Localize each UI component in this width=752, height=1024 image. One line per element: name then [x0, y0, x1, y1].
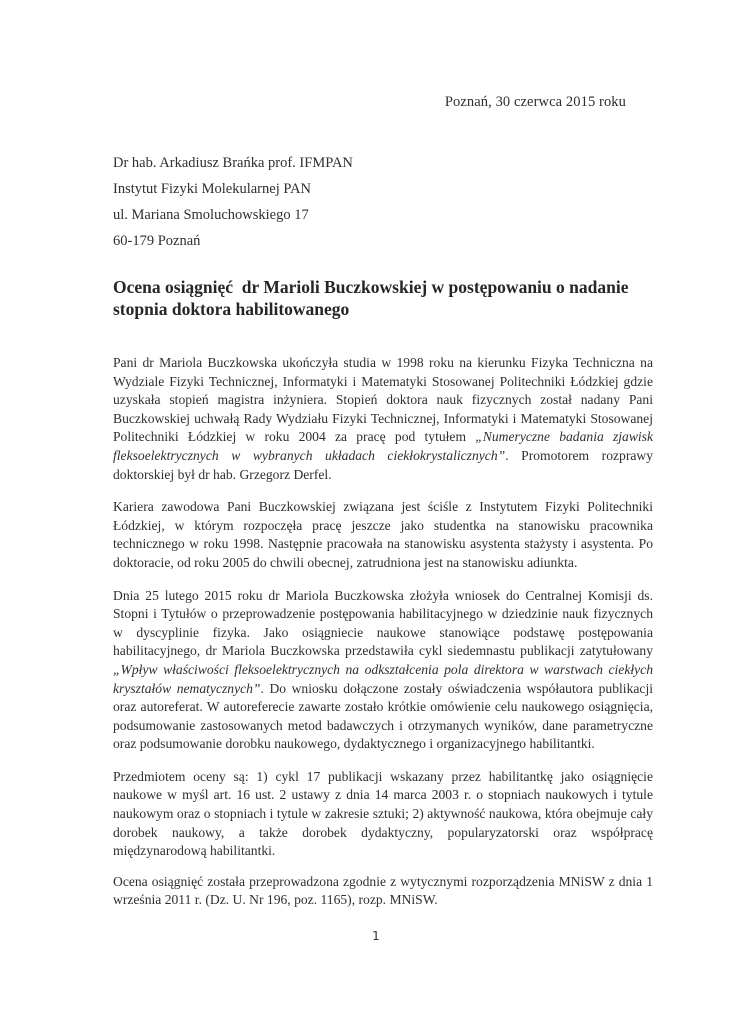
recipient-address: [113, 150, 353, 254]
paragraph-education-end: . Promotorem rozprawy doktorskiej był dr hab. Grzegorz Derfel.: [113, 447, 653, 482]
paragraph-subject: Przedmiotem oceny są: 1) cykl 17 publikacji wskazany przez habilitantkę jako osiągnięcie naukowe w myśl art. 16 ust. 2 ustawy z dnia 14 marca 2003 r. o stopniach naukowych i tytule naukowym oraz o stopniach i tytule w zakresie sztuki; 2) aktywność naukowa, która obejmuje cały dorobek naukowy, a także dorobek dydaktyczny, popularyzatorski oraz współpracę międzynarodową habilitantki.: [113, 768, 653, 859]
paragraph-application-end: . Do wniosku dołączone zostały oświadczenia współautora publikacji oraz autoreferat. W autoreferecie zawarte zostało krótkie omówienie celu naukowego osiągnięcia, podsumowanie zastosowanych metod badawczych i otrzymanych wyników, dane parametryczne oraz podsumowanie dorobku naukowego, dydaktycznego i organizacyjnego habilitantki.: [113, 680, 653, 752]
paragraph-education-text: Pani dr Mariola Buczkowska ukończyła studia w 1998 roku na kierunku Fizyka Techniczna na Wydziale Fizyki Technicznej, Informatyki i Matematyki Stosowanej Politechniki Łódzkiej gdzie uzyskała stopień magistra inżyniera. Stopień doktora nauk fizycznych został nadany Pani Buczkowskiej uchwałą Rady Wydziału Fizyki Technicznej, Informatyki i Matematyki Stosowanej Politechniki Łódzkiej w roku 2004 za pracę pod tytułem: [113, 355, 653, 445]
title-line-1: Ocena osiągnięć dr Marioli Buczkowskiej w postępowaniu o nadanie: [113, 277, 629, 297]
paragraph-education: [113, 354, 653, 484]
title-line-2: stopnia doktora habilitowanego: [113, 299, 350, 319]
paragraph-regulation: Ocena osiągnięć została przeprowadzona zgodnie z wytycznymi rozporządzenia MNiSW z dnia 1 września 2011 r. (Dz. U. Nr 196, poz. 1165), rozp. MNiSW.: [113, 873, 653, 908]
doctoral-thesis-title: „Numeryczne badania zjawisk fleksoelektrycznych w wybranych układach ciekłokrystalicznych”: [113, 429, 654, 463]
habilitation-cycle-title: „Wpływ właściwości fleksoelektrycznych na odkształcenia pola direktora w warstwach ciekłych kryształów nematycznych”: [113, 661, 653, 696]
recipient-institute: Instytut Fizyki Molekularnej PAN: [113, 181, 312, 197]
recipient-city: 60-179 Poznań: [113, 233, 201, 249]
recipient-name: Dr hab. Arkadiusz Brańka prof. IFMPAN: [113, 155, 353, 171]
document-body: [113, 354, 653, 924]
page-number: 1: [372, 929, 380, 943]
paragraph-application-text: Dnia 25 lutego 2015 roku dr Mariola Buczkowska złożyła wniosek do Centralnej Komisji ds. Stopni i Tytułów o przeprowadzenie postępowania habilitacyjnego w dziedzinie nauk fizycznych w dyscyplinie fizyka. Jako osiągniecie naukowe stanowiące podstawę postępowania habilitacyjnego, dr Mariola Buczkowska przedstawiła cykl siedemnastu publikacji zatytułowany: [113, 587, 653, 659]
document-title: [113, 276, 653, 320]
paragraph-career: Kariera zawodowa Pani Buczkowskiej związana jest ściśle z Instytutem Fizyki Politechniki Łódzkiej, w którym rozpoczęła pracę jeszcze jako studentka na stanowisku pracownika technicznego w roku 1998. Następnie pracowała na stanowisku asystenta stażysty i asystenta. Po doktoracie, od roku 2005 do chwili obecnej, zatrudniona jest na stanowisku adiunkta.: [113, 499, 653, 570]
paragraph-application: [113, 587, 653, 754]
letter-date: Poznań, 30 czerwca 2015 roku: [444, 94, 626, 110]
recipient-street: ul. Mariana Smoluchowskiego 17: [113, 207, 309, 223]
